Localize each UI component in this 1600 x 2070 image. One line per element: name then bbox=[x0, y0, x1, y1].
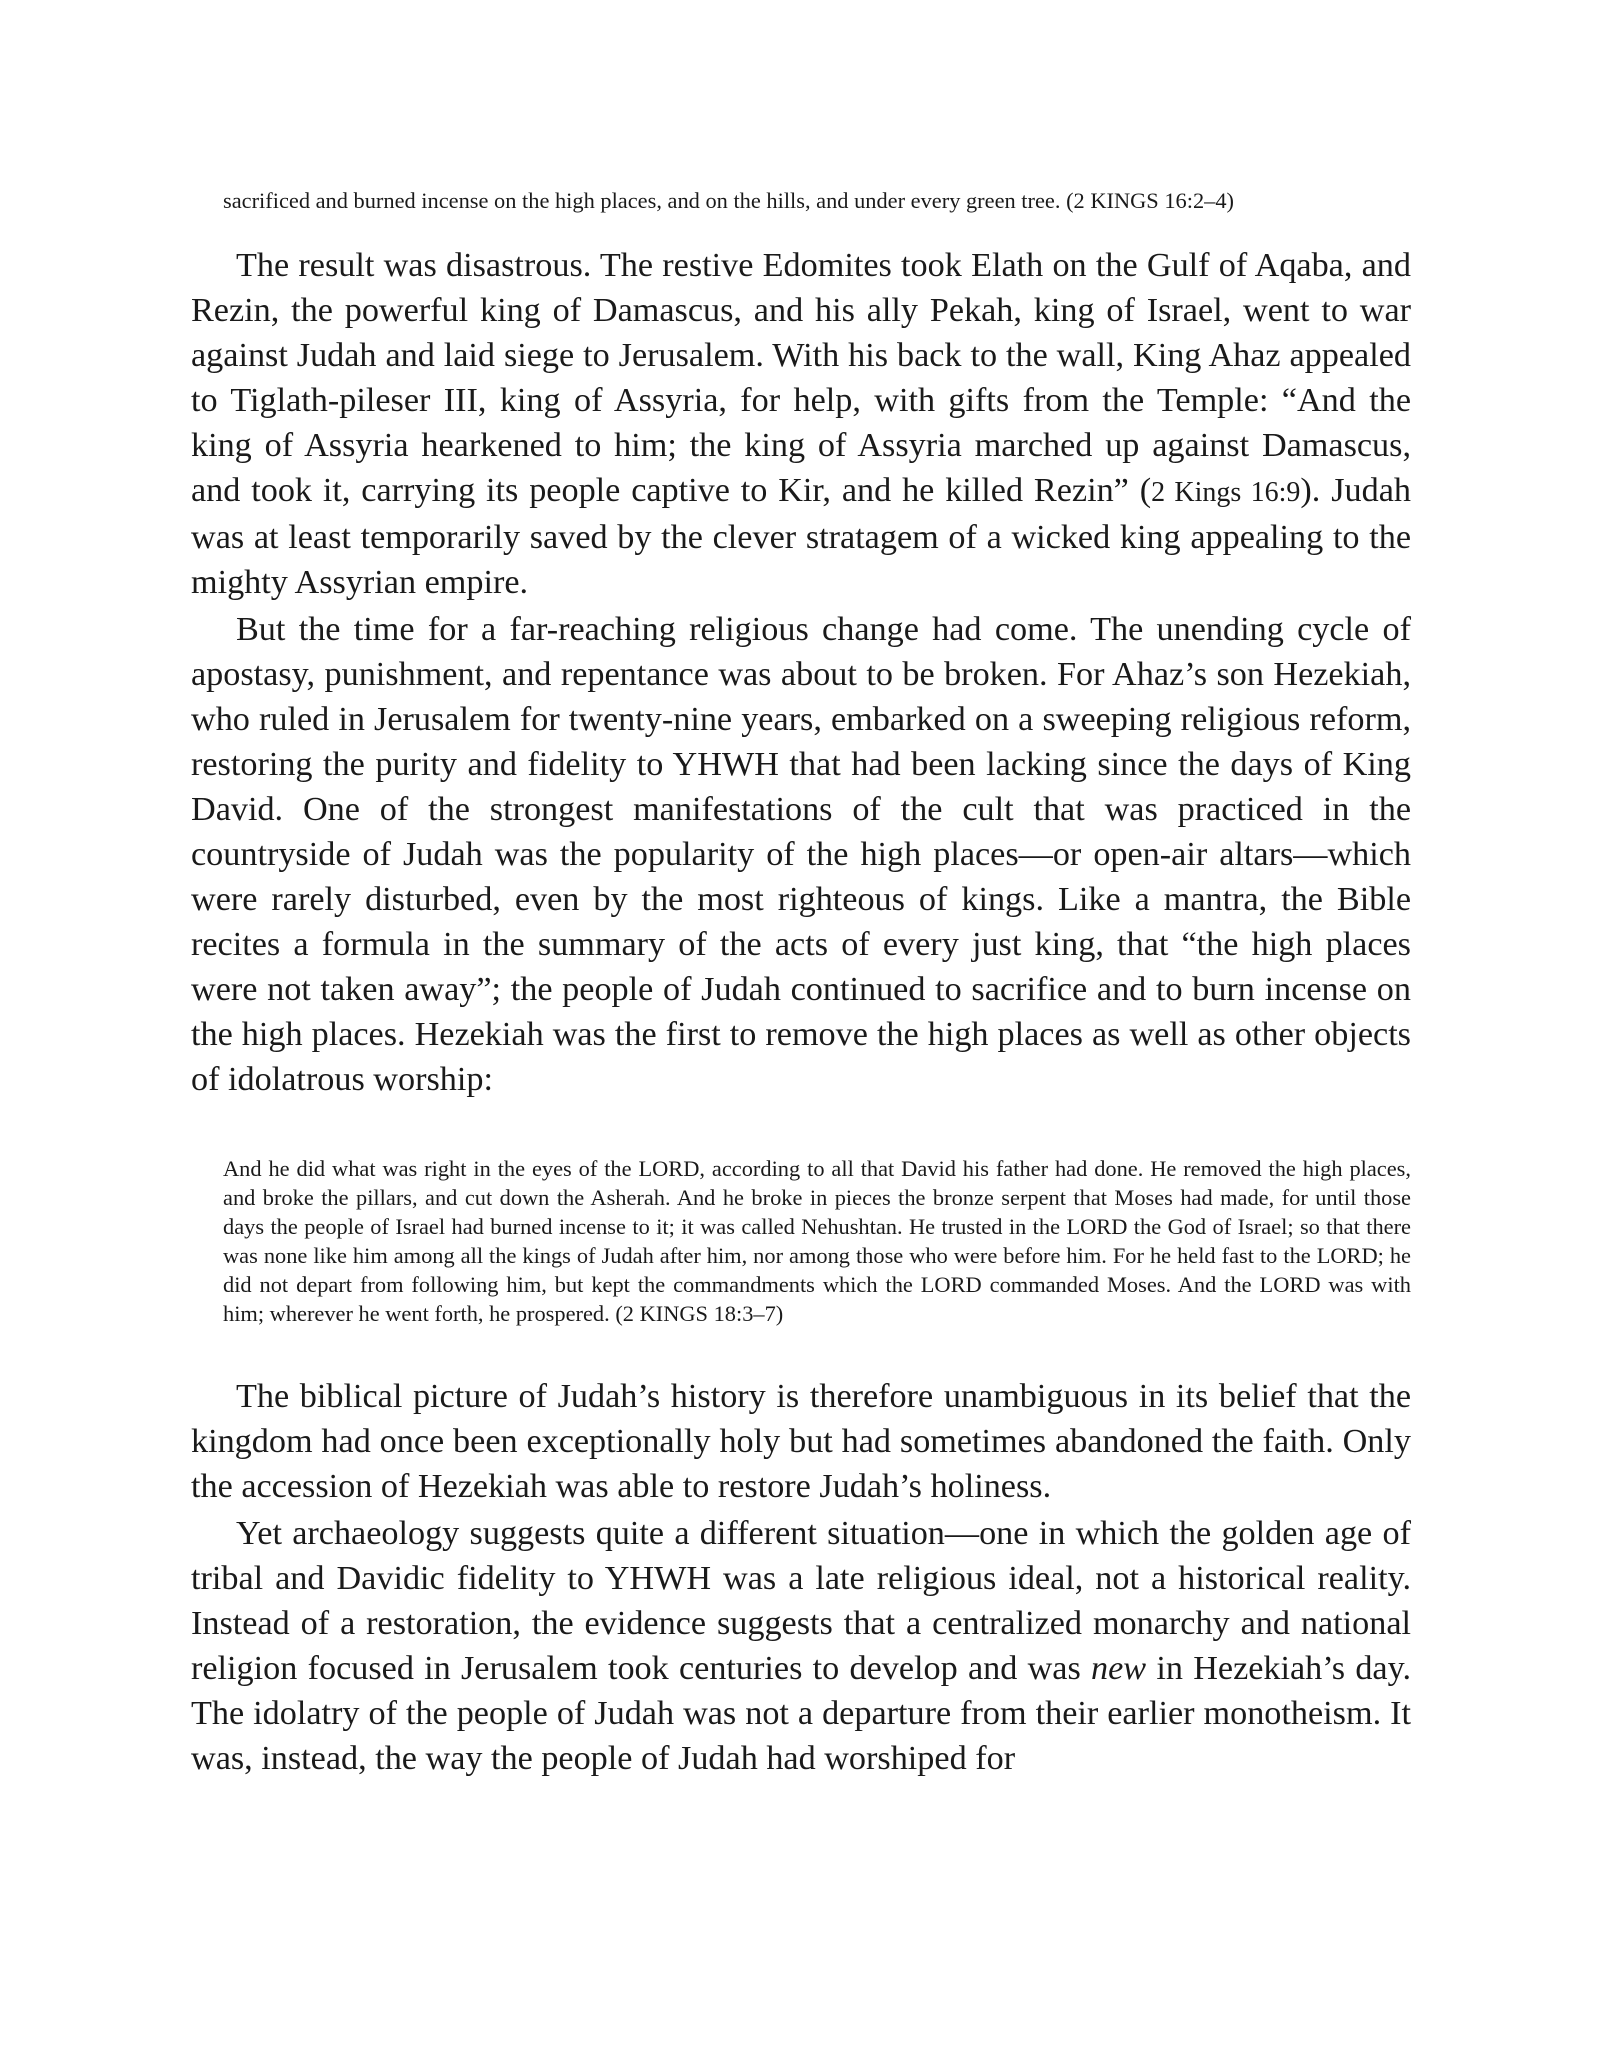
block-quote-2-kings-18 bbox=[223, 1154, 1411, 1328]
quote-citation: (2 KINGS 18:3–7) bbox=[615, 1301, 784, 1326]
paragraph-text: The biblical picture of Judah’s history is therefore unambiguous in its belief that the kingdom had once been exceptionally holy but had sometimes abandoned the faith. Only the accession of Hezekiah was able to restore Judah’s holiness. bbox=[191, 1378, 1411, 1505]
paragraph-text: ). Judah was at least temporarily saved by the clever stratagem of a wicked king appealing to the mighty Assyrian empire. bbox=[191, 472, 1411, 601]
paragraph-text: Yet archaeology suggests quite a different situation—one in which the golden age of tribal and Davidic fidelity to YHWH was a late religious ideal, not a historical reality. Instead of a restoration, the evidence suggests that a centralized monarchy and national religion focused in Jerusalem took centuries to develop and was bbox=[191, 1515, 1411, 1687]
paragraph-archaeology bbox=[191, 1511, 1411, 1781]
quote-text: And he did what was right in the eyes of the LORD, according to all that David his father had done. He removed the high places, and broke the pillars, and cut down the Asherah. And he broke in pieces the bronze serpent that Moses had made, for until those days the people of Israel had burned incense to it; it was called Nehushtan. He trusted in the LORD the God of Israel; so that there was none like him among all the kings of Judah after him, nor among those who were before him. For he held fast to the LORD; he did not depart from following him, but kept the commandments which the LORD commanded Moses. And the LORD was with him; wherever he went forth, he prospered. bbox=[223, 1156, 1411, 1326]
paragraph-religious-change bbox=[191, 607, 1411, 1102]
scripture-reference: 2 Kings 16:9 bbox=[1151, 477, 1301, 508]
block-quote-2-kings-16 bbox=[223, 186, 1411, 215]
quote-text: sacrificed and burned incense on the high places, and on the hills, and under every green tree. bbox=[223, 188, 1061, 213]
paragraph-biblical-picture bbox=[191, 1374, 1411, 1509]
paragraph-text: But the time for a far-reaching religious change had come. The unending cycle of apostasy, punishment, and repentance was about to be broken. For Ahaz’s son Hezekiah, who ruled in Jerusalem for twenty-nine years, embarked on a sweeping religious reform, restoring the purity and fidelity to YHWH that had been lacking since the days of King David. One of the strongest manifestations of the cult that was practiced in the countryside of Judah was the popularity of the high places—or open-air altars—which were rarely disturbed, even by the most righteous of kings. Like a mantra, the Bible recites a formula in the summary of the acts of every just king, that “the high places were not taken away”; the people of Judah continued to sacrifice and to burn incense on the high places. Hezekiah was the first to remove the high places as well as other objects of idolatrous worship: bbox=[191, 611, 1411, 1098]
paragraph-text: The result was disastrous. The restive Edomites took Elath on the Gulf of Aqaba, and Rezin, the powerful king of Damascus, and his ally Pekah, king of Israel, went to war against Judah and laid siege to Jerusalem. With his back to the wall, King Ahaz appealed to Tiglath-pileser III, king of Assyria, for help, with gifts from the Temple: “And the king of Assyria hearkened to him; the king of Assyria marched up against Damascus, and took it, carrying its people captive to Kir, and he killed Rezin” ( bbox=[191, 247, 1411, 509]
paragraph-result-disastrous bbox=[191, 243, 1411, 605]
emphasized-word: new bbox=[1091, 1650, 1147, 1687]
paragraph-text: in Hezekiah’s day. The idolatry of the people of Judah was not a departure from their earlier monotheism. It was, instead, the way the people of Judah had worshiped for bbox=[191, 1650, 1412, 1777]
book-page bbox=[191, 186, 1411, 1781]
quote-citation: (2 KINGS 16:2–4) bbox=[1066, 188, 1234, 213]
